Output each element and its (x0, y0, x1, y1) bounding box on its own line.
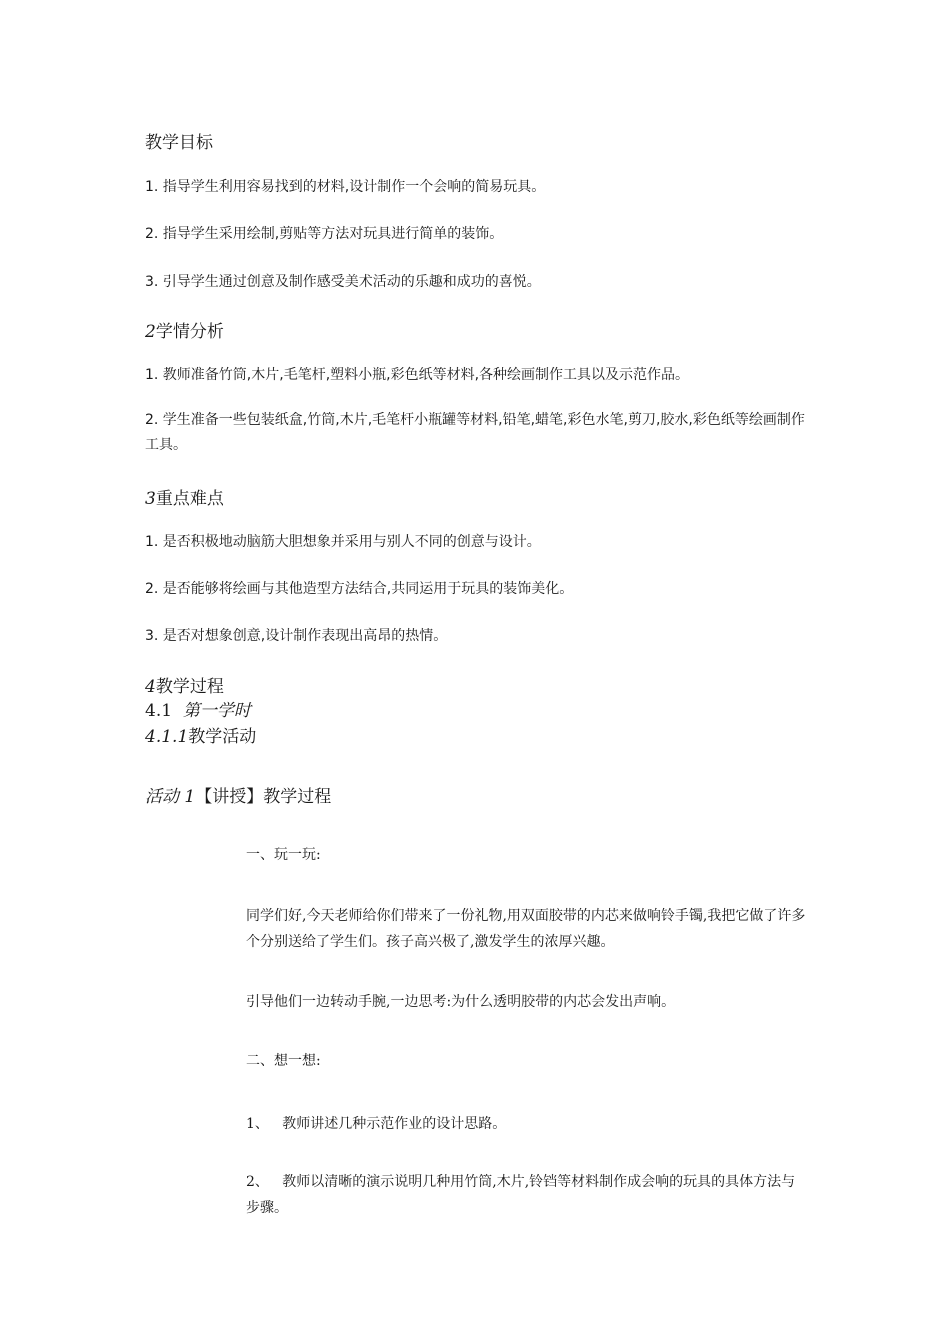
think-item-2-number: 2、 (246, 1174, 269, 1190)
think-item-1-text: 教师讲述几种示范作业的设计思路。 (282, 1116, 507, 1132)
process-sub1-heading (145, 696, 251, 721)
keypoints-heading (145, 484, 224, 509)
process-heading (145, 672, 224, 697)
goals-item-2: 2. 指导学生采用绘制,剪贴等方法对玩具进行简单的装饰。 (145, 226, 504, 242)
think-item-1 (246, 1113, 506, 1133)
play-heading: 一、玩一玩: (246, 847, 321, 863)
analysis-title: 学情分析 (155, 322, 224, 342)
process-sub2-title: 教学活动 (188, 727, 257, 747)
think-item-2 (246, 1169, 806, 1221)
play-paragraph-2: 引导他们一边转动手腕,一边思考:为什么透明胶带的内芯会发出声响。 (246, 994, 676, 1010)
goals-item-3: 3. 引导学生通过创意及制作感受美术活动的乐趣和成功的喜悦。 (145, 274, 541, 290)
keypoints-number: 3 (145, 489, 156, 509)
keypoints-item-3: 3. 是否对想象创意,设计制作表现出高昂的热情。 (145, 628, 448, 644)
process-sub2-heading (145, 722, 256, 747)
think-heading: 二、想一想: (246, 1053, 321, 1069)
analysis-heading (145, 317, 224, 342)
process-sub1-title: 第一学时 (182, 701, 251, 721)
analysis-item-1: 1. 教师准备竹筒,木片,毛笔杆,塑料小瓶,彩色纸等材料,各种绘画制作工具以及示范作品。 (145, 367, 690, 383)
think-item-2-text: 教师以清晰的演示说明几种用竹筒,木片,铃铛等材料制作成会响的玩具的具体方法与步骤。 (246, 1174, 796, 1216)
activity-title: 【讲授】教学过程 (195, 787, 332, 807)
play-paragraph-1: 同学们好,今天老师给你们带来了一份礼物,用双面胶带的内芯来做响铃手镯,我把它做了许多个分别送给了学生们。孩子高兴极了,激发学生的浓厚兴趣。 (246, 908, 806, 950)
activity-label: 活动 1 (145, 787, 196, 807)
keypoints-title: 重点难点 (155, 489, 224, 509)
keypoints-item-1: 1. 是否积极地动脑筋大胆想象并采用与别人不同的创意与设计。 (145, 534, 541, 550)
think-item-1-number: 1、 (246, 1116, 269, 1132)
activity-heading (145, 782, 331, 807)
process-sub2-number: 4.1.1 (145, 727, 189, 747)
analysis-number: 2 (145, 322, 156, 342)
process-title: 教学过程 (155, 677, 224, 697)
goals-item-1: 1. 指导学生利用容易找到的材料,设计制作一个会响的简易玩具。 (145, 179, 546, 195)
process-sub1-number: 4.1 (145, 701, 173, 721)
process-number: 4 (145, 677, 156, 697)
analysis-item-2: 2. 学生准备一些包装纸盒,竹筒,木片,毛笔杆小瓶罐等材料,铅笔,蜡笔,彩色水笔,剪刀,胶水,彩色纸等绘画制作工具。 (145, 412, 805, 453)
keypoints-item-2: 2. 是否能够将绘画与其他造型方法结合,共同运用于玩具的装饰美化。 (145, 581, 574, 597)
goals-title: 教学目标 (145, 133, 213, 153)
